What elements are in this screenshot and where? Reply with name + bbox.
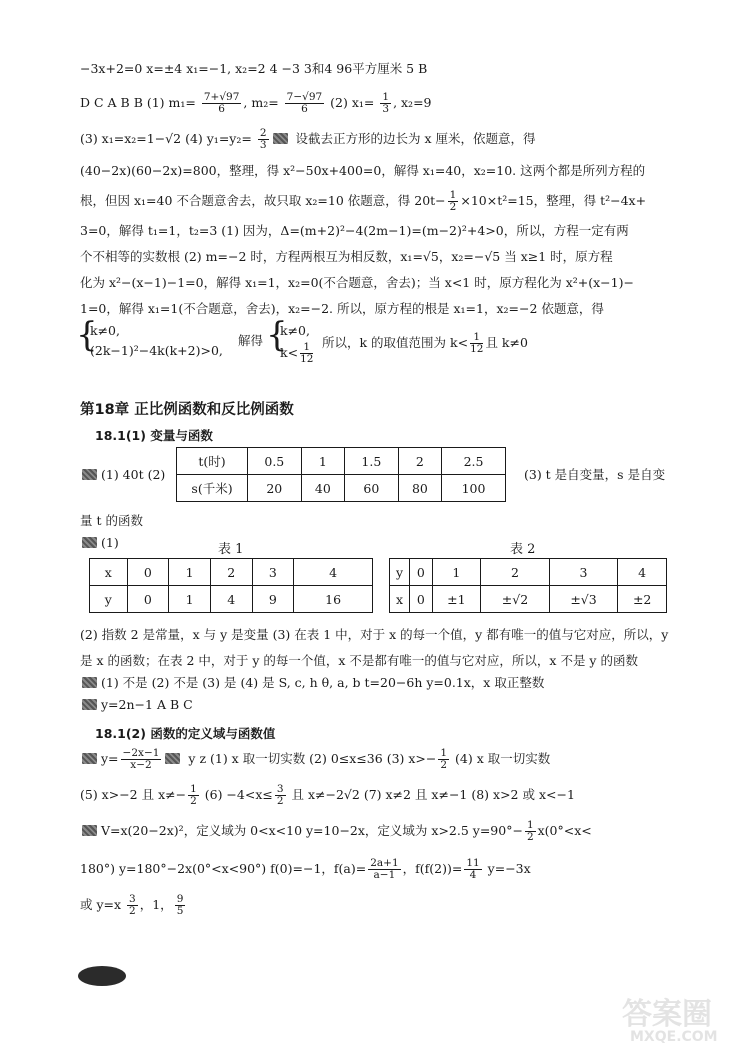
answer-text: y z (1) x 取一切实数 (2) 0≤x≤36 (3) x>− xyxy=(184,751,437,766)
table-cell: ±2 xyxy=(618,586,667,613)
system-line-4 xyxy=(280,342,315,365)
fraction-y1: $\frac{2}{3}$ xyxy=(259,127,267,151)
fraction: $\frac{11}{4}$ xyxy=(466,857,480,881)
table-cell: 40 xyxy=(301,475,344,502)
table-cell: 4 xyxy=(210,586,252,613)
sec2-line-4 xyxy=(80,858,700,881)
table-cell: 16 xyxy=(294,586,373,613)
table-cell: 0 xyxy=(410,586,432,613)
marker-icon xyxy=(82,825,97,836)
table-row xyxy=(90,559,373,586)
system-line-1: k≠0, xyxy=(90,323,120,338)
answer-text: 化为 x²−(x−1)−1=0，解得 x₁=1，x₂=0(不合题意，舍去)；当 x<1 时，原方程化为 x²+(x−1)− xyxy=(80,275,634,290)
answer-line-6 xyxy=(80,222,700,240)
sec1-para-4 xyxy=(80,696,700,714)
table-cell: 0.5 xyxy=(248,448,302,475)
answer-text: V=x(20−2x)²，定义域为 0<x<10 y=10−2x，定义域为 x>2.5 y=90°− xyxy=(101,823,523,838)
answer-text: (5) x>−2 且 x≠− xyxy=(80,787,187,802)
answer-text: 设截去正方形的边长为 x 厘米，依题意，得 xyxy=(291,131,536,146)
table-cell: 100 xyxy=(442,475,506,502)
table-cell: s(千米) xyxy=(177,475,248,502)
answer-text: y=2n−1 A B C xyxy=(101,697,193,712)
answer-text: 或 y=x xyxy=(80,897,126,912)
table-1 xyxy=(89,558,373,613)
table-cell: 2 xyxy=(210,559,252,586)
answer-line-9 xyxy=(80,300,700,318)
answer-text: (1) xyxy=(101,535,119,550)
answer-text: x(0°<x< xyxy=(537,823,592,838)
table-cell: 1 xyxy=(432,559,481,586)
answer-text: , m₂= xyxy=(243,95,279,110)
answer-line-8 xyxy=(80,274,700,292)
table-2 xyxy=(389,558,667,613)
table-cell: t(时) xyxy=(177,448,248,475)
answer-text: (1) 40t (2) xyxy=(101,467,166,482)
answer-text: ×10×t²=15，整理，得 t²−4x+ xyxy=(460,193,647,208)
answer-line-1 xyxy=(80,60,700,78)
table-cell: 1.5 xyxy=(345,448,399,475)
sec2-line-1 xyxy=(80,748,700,771)
table-cell: y xyxy=(90,586,128,613)
table-cell: 1 xyxy=(301,448,344,475)
fraction-x1: $\frac{1}{3}$ xyxy=(382,91,390,115)
section-title: 18.1(2) 函数的定义域与函数值 xyxy=(95,726,276,741)
answer-line-3 xyxy=(80,128,700,151)
marker-icon xyxy=(273,133,288,144)
fraction: $\frac{2a+1}{a-1}$ xyxy=(370,857,399,881)
answer-text: 3=0，解得 t₁=1，t₂=3 (1) 因为，Δ=(m+2)²−4(2m−1)=(m−2)²+4>0，所以，方程一定有两 xyxy=(80,223,629,238)
brace-icon: { xyxy=(76,315,98,355)
sec2-line-3 xyxy=(80,820,700,843)
fraction-m2: $\frac{7-√97}{6}$ xyxy=(286,91,323,115)
fraction: $\frac{1}{2}$ xyxy=(440,747,448,771)
fraction-m1: $\frac{7+√97}{6}$ xyxy=(203,91,240,115)
fraction: $\frac{-2x-1}{x-2}$ xyxy=(122,747,160,771)
sec2-line-5 xyxy=(80,894,700,917)
system-line-2: (2k−1)²−4k(k+2)>0, xyxy=(90,343,223,358)
table-row xyxy=(177,475,506,502)
answer-text: D C A B B (1) m₁= xyxy=(80,95,196,110)
answer-text: (40−2x)(60−2x)=800，整理，得 x²−50x+400=0，解得 x₁=40，x₂=10. 这两个都是所列方程的 xyxy=(80,163,646,178)
table-cell: ±1 xyxy=(432,586,481,613)
table-cell: 0 xyxy=(410,559,432,586)
answer-text: (3) x₁=x₂=1−√2 (4) y₁=y₂= xyxy=(80,131,252,146)
marker-icon xyxy=(82,469,97,480)
answer-text: (6) −4<x≤ xyxy=(200,787,273,802)
speed-table xyxy=(176,447,506,502)
table-cell: 4 xyxy=(618,559,667,586)
fraction-half: $\frac{1}{2}$ xyxy=(449,189,457,213)
table-cell: ±√2 xyxy=(481,586,550,613)
answer-text: , x₂=9 xyxy=(393,95,432,110)
answer-text: 1=0，解得 x₁=1(不合题意，舍去)，x₂=−2. 所以，原方程的根是 x₁=1，x₂=−2 依题意，得 xyxy=(80,301,604,316)
answer-text: 根，但因 x₁=40 不合题意舍去，故只取 x₂=10 依题意，得 20t− xyxy=(80,193,446,208)
table-cell: 2 xyxy=(398,448,441,475)
table-cell: 9 xyxy=(252,586,294,613)
table-row xyxy=(390,586,667,613)
answer-text: 180°) y=180°−2x(0°<x<90°) f(0)=−1，f(a)= xyxy=(80,861,367,876)
marker-icon xyxy=(82,753,97,764)
answer-line-7 xyxy=(80,248,700,266)
table-cell: 0 xyxy=(127,559,169,586)
table1-caption: 表 1 xyxy=(218,542,244,557)
table-cell: 1 xyxy=(169,559,211,586)
table-cell: 80 xyxy=(398,475,441,502)
table-row xyxy=(177,448,506,475)
table-cell: 2.5 xyxy=(442,448,506,475)
answer-text: y= xyxy=(101,751,119,766)
table-cell: 3 xyxy=(549,559,618,586)
fraction-k1: $\frac{1}{12}$ xyxy=(300,341,314,365)
table2-caption: 表 2 xyxy=(510,542,536,557)
answer-line-4 xyxy=(80,162,700,180)
marker-icon xyxy=(82,677,97,688)
marker-icon xyxy=(82,699,97,710)
sec1-postfix: (3) t 是自变量，s 是自变 xyxy=(524,467,666,482)
answer-text: ，f(f(2))= xyxy=(402,861,463,876)
answer-line-5 xyxy=(80,190,700,213)
watermark-url: MXQE.COM xyxy=(630,1029,718,1045)
sec2-line-2 xyxy=(80,784,700,807)
answer-text: (4) x 取一切实数 xyxy=(451,751,551,766)
answer-text: 且 x≠−2√2 (7) x≠2 且 x≠−1 (8) x>2 或 x<−1 xyxy=(287,787,575,802)
system-line-3: k≠0, xyxy=(280,323,310,338)
sec1-para-1: (2) 指数 2 是常量，x 与 y 是变量 (3) 在表 1 中，对于 x 的每一个值，y 都有唯一的值与它对应，所以，y xyxy=(80,627,669,642)
chapter-title: 第18章 正比例函数和反比例函数 xyxy=(80,402,294,418)
fraction: $\frac{3}{2}$ xyxy=(276,783,284,807)
solve-label: 解得 xyxy=(238,333,264,348)
sec1-q1 xyxy=(80,534,700,552)
table-row xyxy=(390,559,667,586)
fraction: $\frac{1}{2}$ xyxy=(526,819,534,843)
marker-icon xyxy=(165,753,180,764)
answer-text: 且 k≠0 xyxy=(485,335,528,350)
table-cell: 3 xyxy=(252,559,294,586)
answer-text: ，1， xyxy=(139,897,173,912)
page-number-badge xyxy=(78,966,126,986)
sec1-continue: 量 t 的函数 xyxy=(80,513,143,528)
answer-text: k< xyxy=(280,345,299,360)
table-cell: 20 xyxy=(248,475,302,502)
fraction-k2: $\frac{1}{12}$ xyxy=(470,331,484,355)
brace-icon: { xyxy=(266,315,288,355)
section-title: 18.1(1) 变量与函数 xyxy=(95,428,213,443)
fraction: $\frac{3}{2}$ xyxy=(129,893,136,917)
table-cell: 4 xyxy=(294,559,373,586)
table-cell: 0 xyxy=(127,586,169,613)
table-cell: ±√3 xyxy=(549,586,618,613)
sec1-para-2: 是 x 的函数；在表 2 中，对于 y 的每一个值，x 不是都有唯一的值与它对应，所以，x 不是 y 的函数 xyxy=(80,653,638,668)
answer-line-2 xyxy=(80,92,700,115)
marker-icon xyxy=(82,537,97,548)
answer-text: 个不相等的实数根 (2) m=−2 时，方程两根互为相反数，x₁=√5，x₂=−√5 当 x≥1 时，原方程 xyxy=(80,249,613,264)
fraction: $\frac{9}{5}$ xyxy=(176,893,184,917)
table-cell: 2 xyxy=(481,559,550,586)
watermark-logo xyxy=(622,985,742,1055)
fraction: $\frac{1}{2}$ xyxy=(190,783,197,807)
range-answer xyxy=(322,332,528,355)
table-cell: 60 xyxy=(345,475,399,502)
watermark-text: 答案圈 xyxy=(622,997,712,1032)
table-cell: y xyxy=(390,559,410,586)
answer-text: (2) x₁= xyxy=(326,95,375,110)
table-cell: x xyxy=(390,586,410,613)
table-cell: 1 xyxy=(169,586,211,613)
answer-text: (1) 不是 (2) 不是 (3) 是 (4) 是 S, c, h θ, a, b t=20−6h y=0.1x，x 取正整数 xyxy=(101,675,545,690)
table-row xyxy=(90,586,373,613)
sec1-para-3 xyxy=(80,674,700,692)
answer-text: y=−3x xyxy=(483,861,531,876)
answer-text: 所以，k 的取值范围为 k< xyxy=(322,335,469,350)
answer-text: −3x+2=0 x=±4 x₁=−1, x₂=2 4 −3 3和4 96平方厘米 5 B xyxy=(80,61,428,76)
table-cell: x xyxy=(90,559,128,586)
